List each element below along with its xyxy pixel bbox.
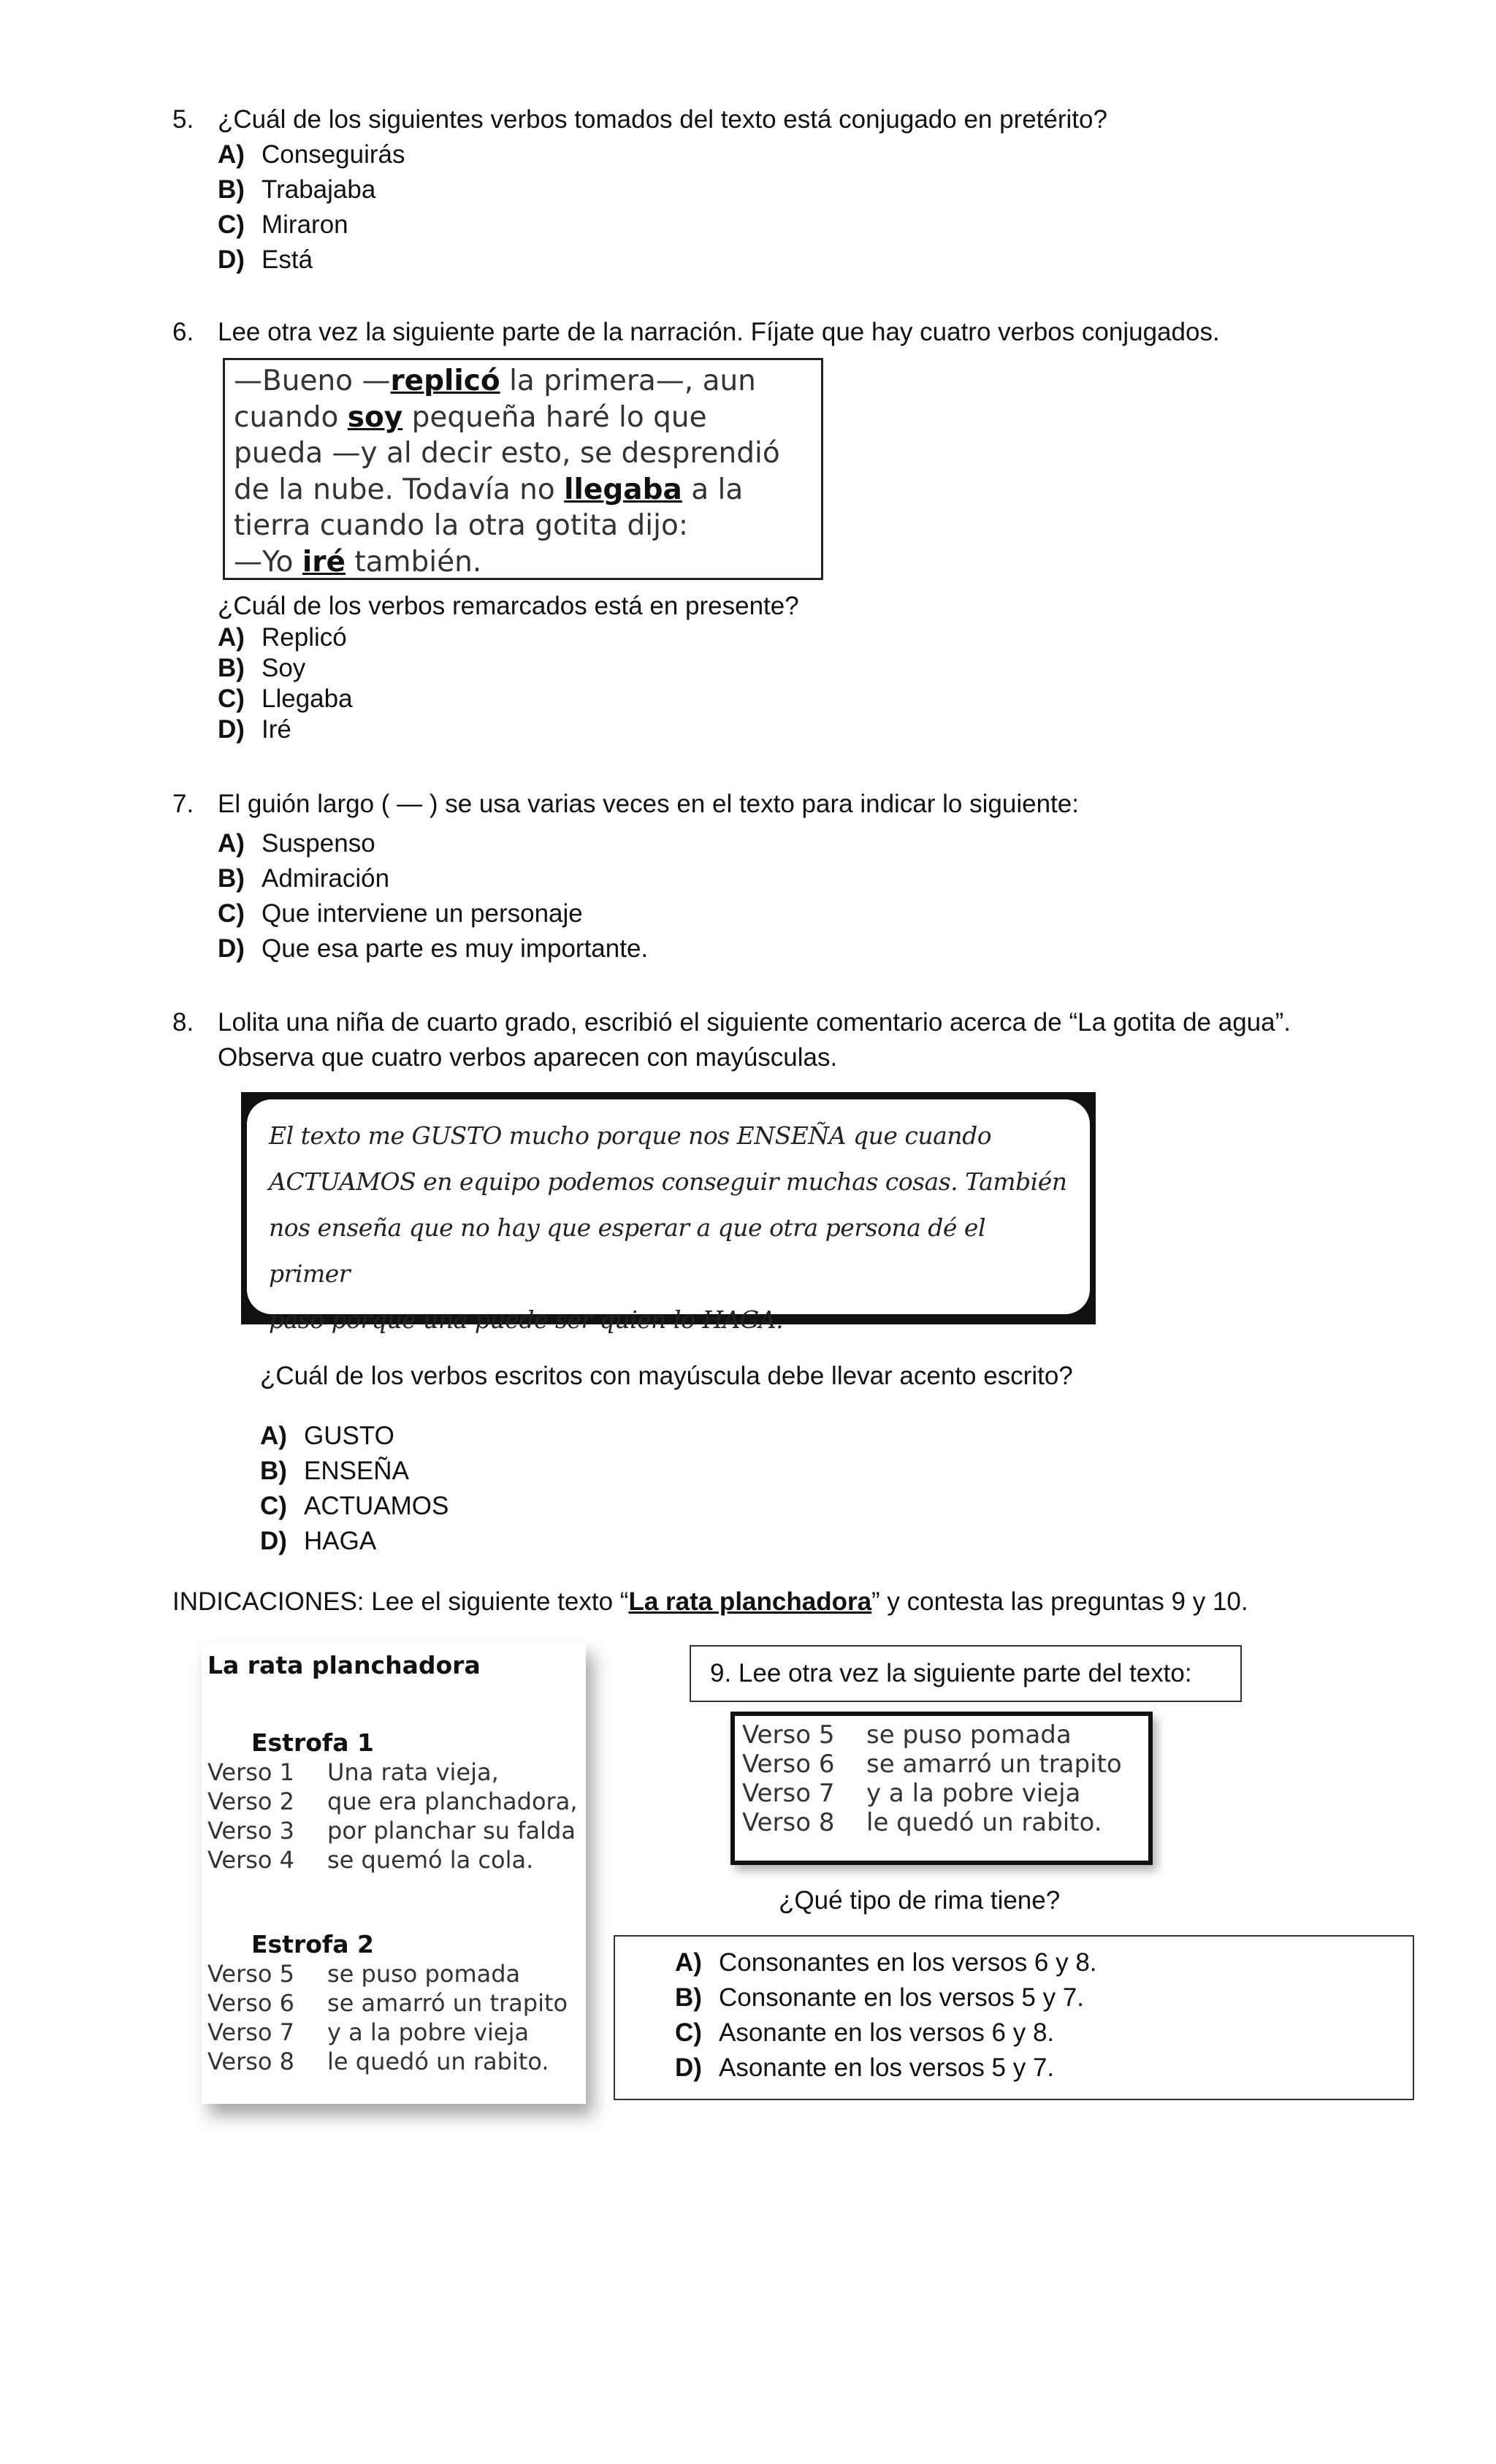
option-text: Admiración — [262, 864, 390, 893]
verse-line: Verso 5 se puso pomada — [207, 1960, 521, 1988]
verb-llegaba: llegaba — [564, 473, 682, 506]
question-text-line-2: Observa que cuatro verbos aparecen con mayúsculas. — [218, 1043, 838, 1072]
option-text: Miraron — [262, 210, 348, 239]
option-b — [218, 172, 405, 207]
handwritten-comment — [241, 1092, 1096, 1334]
option-b — [260, 1454, 449, 1489]
option-text: HAGA — [304, 1527, 377, 1555]
option-letter: C) — [218, 899, 245, 928]
q5-options — [218, 137, 405, 278]
option-a — [218, 137, 405, 172]
question-7 — [172, 787, 1079, 822]
question-number: 6. — [172, 318, 194, 346]
option-text: Asonante en los versos 6 y 8. — [719, 2018, 1055, 2047]
option-c — [260, 1489, 449, 1524]
option-letter: B) — [218, 175, 245, 204]
option-text: ENSEÑA — [304, 1457, 409, 1485]
handwritten-line: El texto me GUSTO mucho porque nos ENSEÑA que cuando — [269, 1121, 992, 1150]
option-letter: A) — [218, 829, 245, 858]
question-6 — [172, 315, 1220, 350]
indications-text-title: La rata planchadora — [628, 1587, 872, 1616]
option-letter: D) — [218, 245, 245, 274]
option-text: Trabajaba — [262, 175, 376, 204]
option-letter: A) — [218, 140, 245, 169]
option-text: Llegaba — [262, 684, 353, 713]
stanza-2-heading: Estrofa 2 — [251, 1930, 374, 1958]
question-8 — [172, 1005, 1291, 1040]
question-number: 8. — [172, 1008, 194, 1037]
option-d — [218, 714, 353, 745]
option-text: Asonante en los versos 5 y 7. — [719, 2053, 1055, 2082]
verse-line: Verso 1 Una rata vieja, — [207, 1758, 499, 1786]
option-letter: C) — [218, 684, 245, 713]
question-9-heading: 9. Lee otra vez la siguiente parte del texto: — [690, 1645, 1242, 1702]
option-letter: D) — [675, 2053, 702, 2082]
verse-line: Verso 8 le quedó un rabito. — [207, 2048, 549, 2075]
option-text: Suspenso — [262, 829, 375, 858]
option-text: Iré — [262, 715, 291, 744]
narration-excerpt: —Bueno —replicó la primera—, aun cuando soy pequeña haré lo que pueda —y al decir esto, se desprendió de la nube. Todavía no llegaba a la tierra cuando la otra gotita dijo: —Yo iré también. — [223, 358, 823, 580]
option-text: Consonante en los versos 5 y 7. — [719, 1983, 1085, 2012]
option-c — [218, 207, 405, 243]
poem-card — [202, 1642, 586, 2104]
option-letter: B) — [218, 654, 245, 682]
option-letter: C) — [675, 2018, 702, 2047]
question-text-line-1: Lolita una niña de cuarto grado, escribió el siguiente comentario acerca de “La gotita de agua”. — [218, 1008, 1291, 1037]
option-a — [260, 1419, 449, 1454]
option-letter: D) — [218, 715, 245, 744]
verb-replico: replicó — [390, 365, 500, 397]
q6-subquestion: ¿Cuál de los verbos remarcados está en presente? — [218, 592, 799, 620]
option-text: GUSTO — [304, 1422, 394, 1450]
option-letter: C) — [260, 1492, 287, 1520]
q9-options-box — [614, 1935, 1414, 2100]
verse-line: Verso 7 y a la pobre vieja — [742, 1779, 1081, 1808]
verb-ire: iré — [302, 545, 346, 579]
stanza-1-heading: Estrofa 1 — [251, 1728, 374, 1757]
q8-options — [260, 1419, 449, 1559]
option-d — [260, 1524, 449, 1559]
verse-line: Verso 6 se amarró un trapito — [207, 1989, 568, 2017]
poem-title: La rata planchadora — [207, 1651, 481, 1679]
q6-options — [218, 622, 353, 745]
option-letter: A) — [675, 1948, 702, 1977]
question-number: 5. — [172, 105, 194, 134]
option-b — [218, 653, 353, 684]
option-text: Consonantes en los versos 6 y 8. — [719, 1948, 1097, 1977]
verse-line: Verso 6 se amarró un trapito — [742, 1750, 1122, 1779]
option-letter: A) — [260, 1422, 287, 1450]
option-letter: B) — [218, 864, 245, 893]
question-5 — [172, 102, 1107, 137]
option-letter: D) — [260, 1527, 287, 1555]
option-b — [675, 1980, 1097, 2015]
option-text: ACTUAMOS — [304, 1492, 449, 1520]
option-text: Soy — [262, 654, 306, 682]
question-text: ¿Cuál de los siguientes verbos tomados del texto está conjugado en pretérito? — [218, 105, 1107, 134]
option-c — [675, 2015, 1097, 2051]
verse-line: Verso 3 por planchar su falda — [207, 1817, 576, 1845]
option-text: Que esa parte es muy importante. — [262, 934, 649, 963]
option-c — [218, 896, 648, 931]
option-text: Que interviene un personaje — [262, 899, 583, 928]
q9-subquestion: ¿Qué tipo de rima tiene? — [779, 1886, 1061, 1915]
option-d — [675, 2051, 1097, 2086]
option-c — [218, 684, 353, 714]
option-d — [218, 243, 405, 278]
option-text: Está — [262, 245, 313, 274]
option-b — [218, 861, 648, 896]
option-letter: B) — [260, 1457, 287, 1485]
option-letter: C) — [218, 210, 245, 239]
question-number: 7. — [172, 790, 194, 818]
option-text: Replicó — [262, 623, 347, 652]
option-a — [675, 1945, 1097, 1980]
q7-options — [218, 826, 648, 966]
option-a — [218, 826, 648, 861]
verses-excerpt — [730, 1712, 1153, 1865]
verse-line: Verso 5 se puso pomada — [742, 1720, 1072, 1750]
verse-line: Verso 7 y a la pobre vieja — [207, 2018, 530, 2046]
q8-subquestion: ¿Cuál de los verbos escritos con mayúscula debe llevar acento escrito? — [260, 1362, 1073, 1390]
option-letter: D) — [218, 934, 245, 963]
option-letter: B) — [675, 1983, 702, 2012]
question-text: El guión largo ( — ) se usa varias veces en el texto para indicar lo siguiente: — [218, 790, 1079, 818]
verse-line: Verso 2 que era planchadora, — [207, 1788, 578, 1815]
handwritten-line: paso porque una puede ser quien lo HAGA. — [269, 1305, 784, 1334]
verb-soy: soy — [347, 400, 403, 434]
option-text: Conseguirás — [262, 140, 405, 169]
handwritten-line: ACTUAMOS en equipo podemos conseguir muchas cosas. También — [269, 1167, 1067, 1196]
q9-options — [675, 1945, 1097, 2086]
option-d — [218, 931, 648, 966]
option-letter: A) — [218, 623, 245, 652]
question-text: Lee otra vez la siguiente parte de la narración. Fíjate que hay cuatro verbos conjugados. — [218, 318, 1220, 346]
verse-line: Verso 4 se quemó la cola. — [207, 1846, 534, 1874]
option-a — [218, 622, 353, 653]
verse-line: Verso 8 le quedó un rabito. — [742, 1808, 1102, 1837]
handwritten-line: nos enseña que no hay que esperar a que otra persona dé el primer — [269, 1213, 986, 1288]
indications: INDICACIONES: Lee el siguiente texto “La rata planchadora” y contesta las preguntas 9 y 10. — [172, 1587, 1248, 1616]
